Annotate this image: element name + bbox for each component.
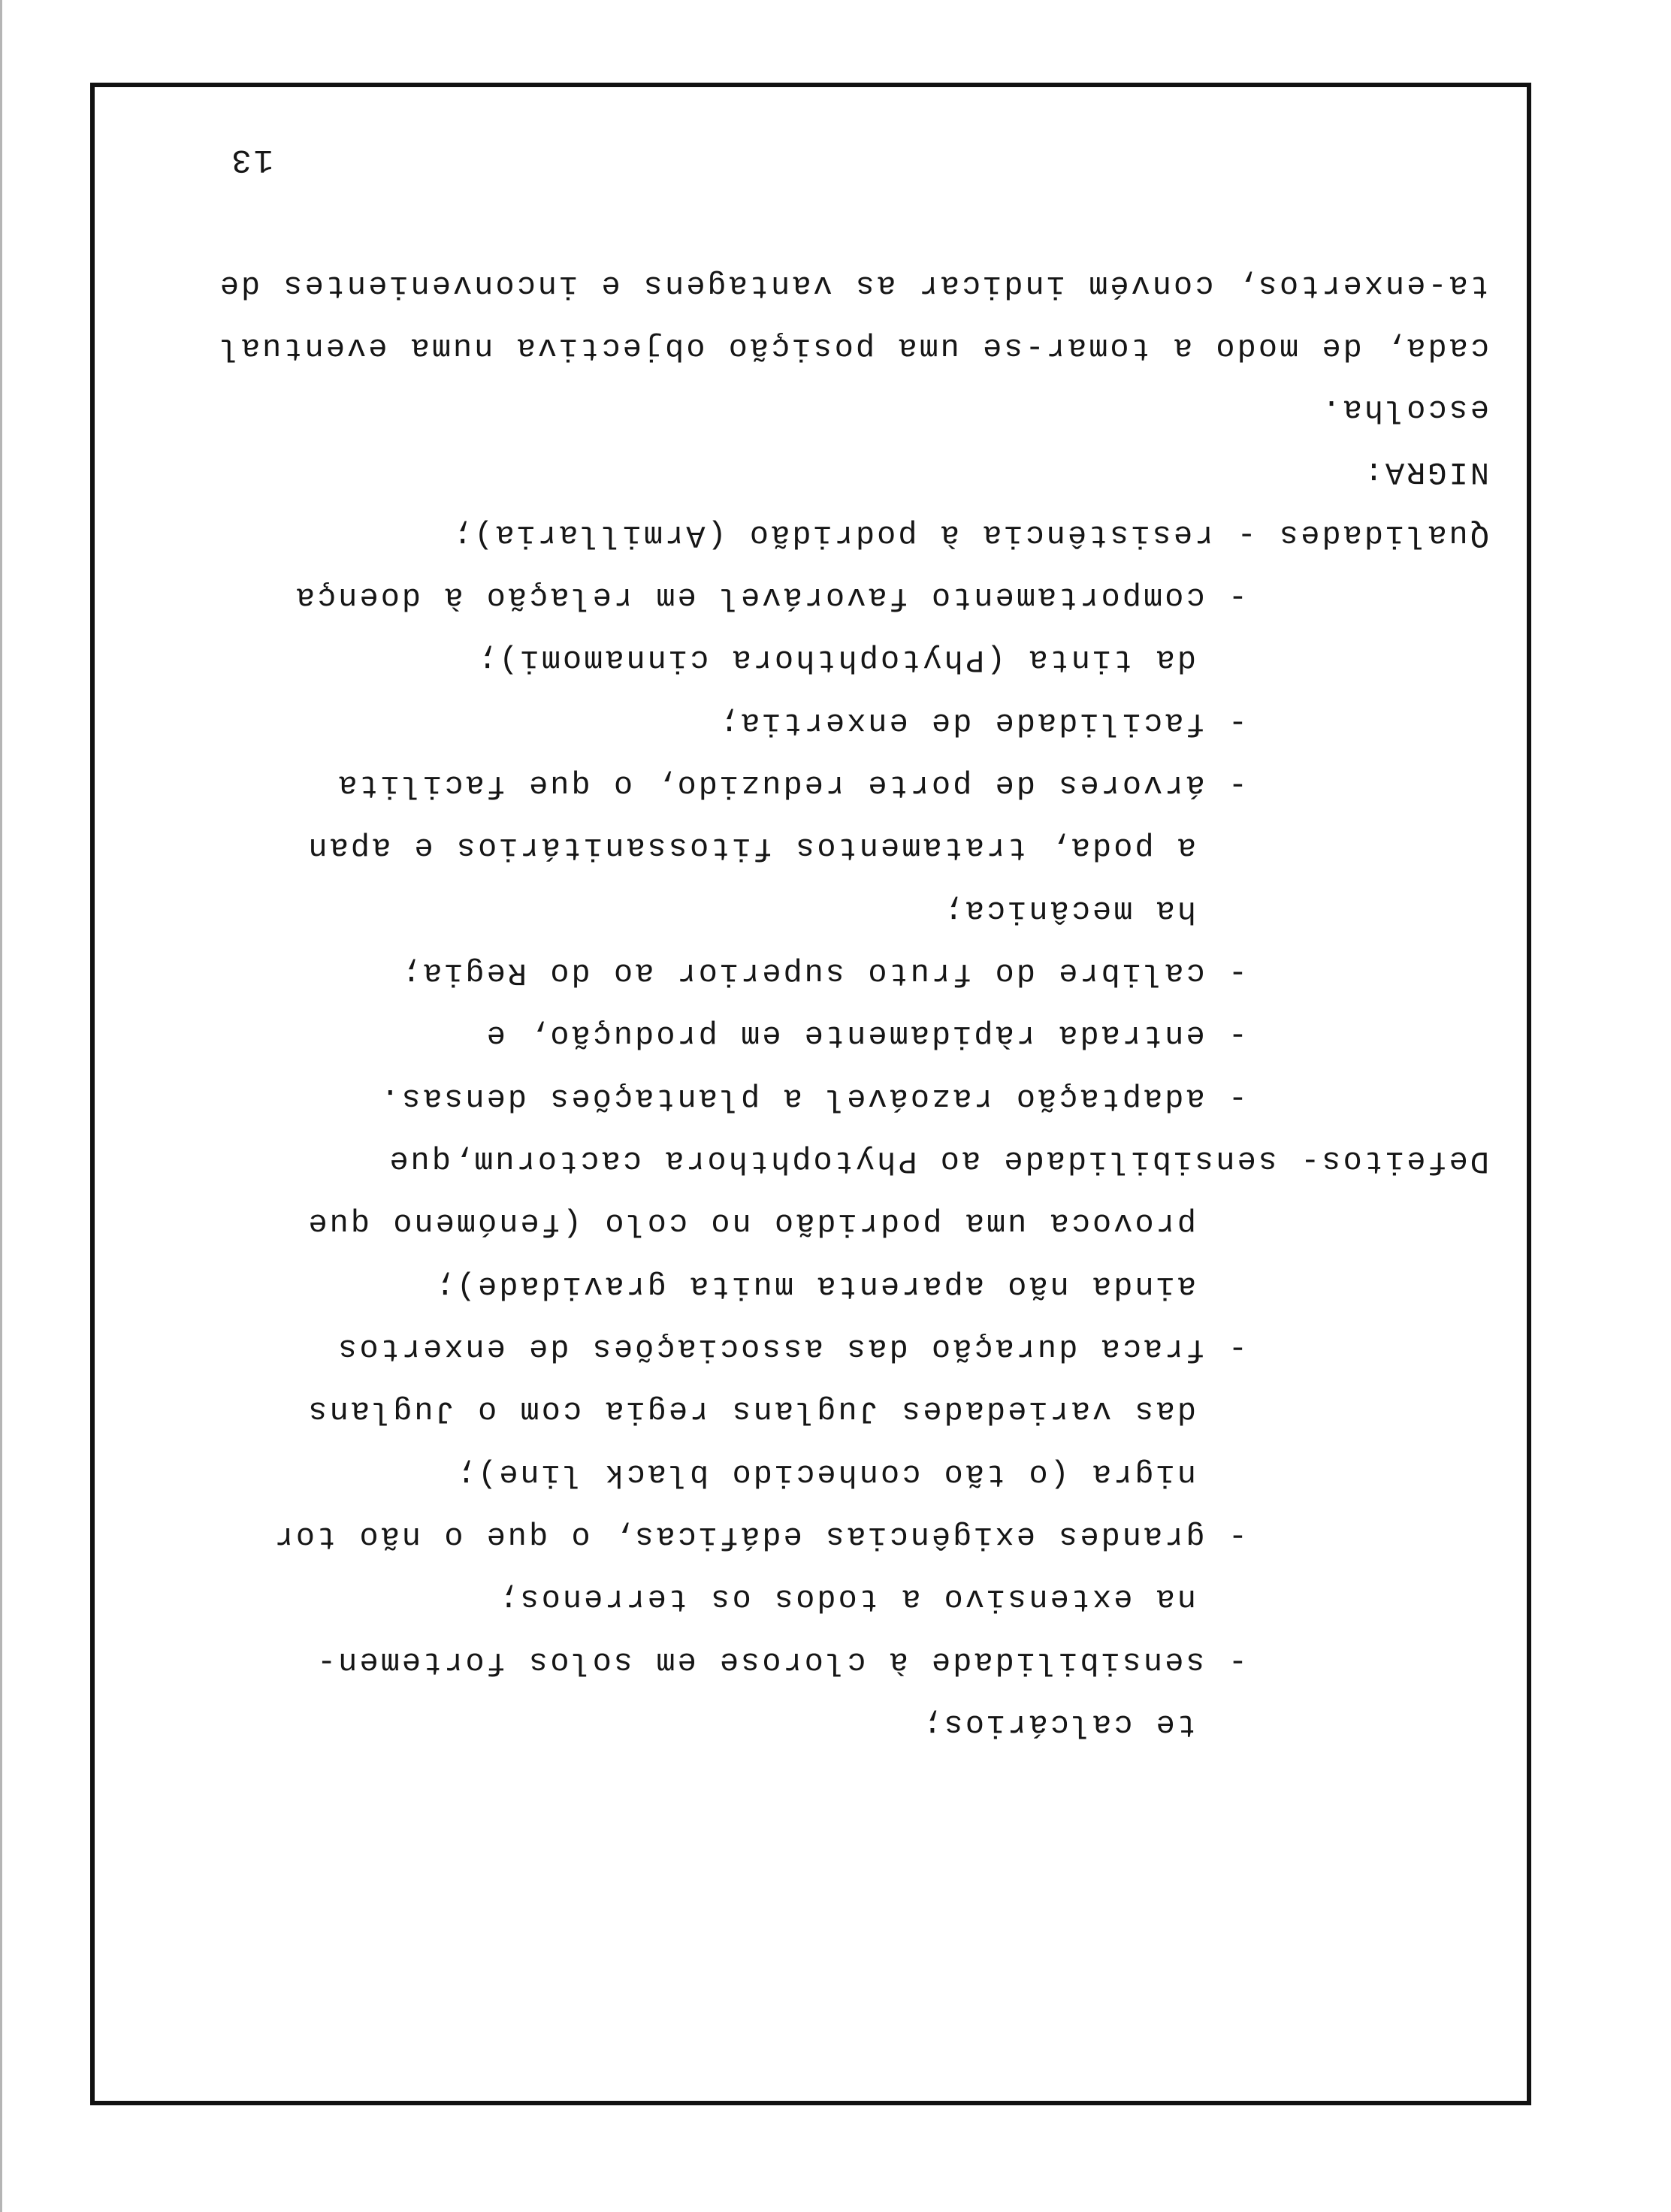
intro-line-1: ta-enxertos, convém indicar as vantagens e inconvenientes de (217, 267, 1489, 304)
page-number: 13 (229, 141, 273, 178)
defects-line-3: ainda não aparenta muita gravidade); (433, 1268, 1196, 1304)
defects-line-7: - grandes exigências edáficas, o que o não tor (272, 1518, 1247, 1555)
scan-edge-shadow (0, 0, 2, 2212)
qualities-line-6: a poda, tratamentos fitossanitários e apan (306, 830, 1196, 866)
section-title: NIGRA: (1361, 454, 1489, 490)
intro-line-3: escolha. (1319, 391, 1489, 428)
intro-line-2: cada, de modo a tomar-se uma posição objectiva numa eventual (217, 330, 1489, 366)
defects-line-9: - sensibilidade à clorose em solos fortemen- (315, 1644, 1247, 1680)
defects-line-8: na extensivo a todos os terrenos; (497, 1581, 1196, 1617)
qualities-line-8: - calibre do fruto superior ao do Regia; (399, 955, 1247, 991)
defects-line-2: provoca uma podridão no colo (fenómeno que (306, 1205, 1196, 1241)
qualities-line-1: Qualidades - resistência à podridão (Armillaria); (450, 517, 1489, 553)
defects-line-4: - fraca duração das associações de enxertos (336, 1331, 1247, 1367)
defects-line-6: nigra (o tão conhecido black line); (454, 1456, 1196, 1492)
rotated-text-content (95, 87, 1527, 2101)
qualities-line-10: - adaptação razoável a plantações densas. (378, 1080, 1247, 1117)
qualities-line-2: - comportamento favorável em relação à doença (293, 579, 1247, 615)
page-border-frame (90, 83, 1531, 2105)
defects-line-1: Defeitos- sensibilidade ao Phytophthora cactorum,que (387, 1143, 1489, 1179)
defects-line-10: te calcários; (920, 1706, 1196, 1742)
qualities-line-7: ha mecânica; (941, 893, 1196, 929)
defects-line-5: das variedades Juglans regia com o Juglans (306, 1393, 1196, 1429)
qualities-line-3: da tinta (Phytophthora cinnamomi); (476, 642, 1196, 678)
qualities-line-9: - entrada ràpidamente em produção, e (484, 1017, 1247, 1053)
qualities-line-5: - árvores de porte reduzido, o que facilita (336, 767, 1247, 803)
qualities-line-4: - facilidade de enxertia; (717, 705, 1247, 741)
